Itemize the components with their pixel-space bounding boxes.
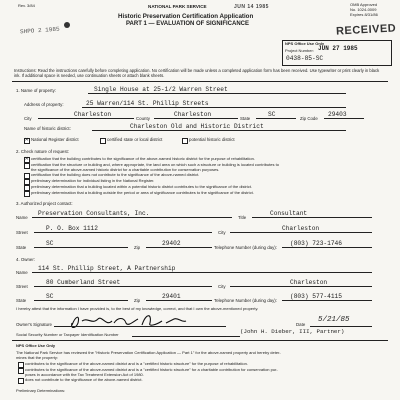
project-date-handwritten: JUN 27 1985	[318, 45, 358, 52]
county-label: County	[136, 116, 150, 121]
owner-phone-line	[282, 300, 372, 301]
owner-date: 5/21/85	[318, 316, 350, 324]
request-item-1: certification that the building contributes to the significance of the above-named historic district for the purpose of rehabilitation.	[31, 156, 255, 161]
property-address: 25 Warren/114 St. Phillip Streets	[86, 100, 209, 107]
property-state: SC	[268, 111, 276, 118]
owner-city: Charleston	[290, 279, 328, 286]
owner-street-label: Street	[16, 284, 28, 289]
owner-zip-line	[146, 300, 212, 301]
nps-review-statement: The National Park Service has reviewed the "Historic Preservation Certification Application — Part 1" for the above-named property and hereby deter-	[16, 350, 281, 355]
request-potential-checkbox[interactable]	[24, 185, 30, 191]
contact-phone-label: Telephone Number (during day):	[214, 245, 277, 250]
nps-option-2-cont: poses in accordance with the Tax Treatment Extension Act of 1980.	[25, 372, 144, 377]
contact-city-line	[230, 232, 372, 233]
contact-zip-label: Zip	[134, 245, 141, 250]
property-name: Single House at 25-1/2 Warren Street	[94, 86, 228, 93]
ssn-line	[132, 336, 240, 337]
zip-label: Zip Code	[300, 116, 318, 121]
request-charitable-checkbox[interactable]	[24, 163, 30, 169]
request-item-2: certification that the structure or building and, where appropriate, the land area on which such a structure or building is located contributes to	[31, 162, 279, 167]
contact-street-line	[34, 232, 212, 233]
punch-mark	[64, 22, 70, 28]
nps-contributes-checkbox[interactable]	[18, 362, 24, 368]
request-item-4: preliminary determination for individual listing in the National Register.	[31, 178, 155, 183]
contact-name: Preservation Consultants, Inc.	[38, 210, 150, 217]
divider	[12, 340, 388, 341]
owner-signature	[66, 311, 216, 331]
preliminary-determinations: Preliminary Determinations:	[16, 388, 66, 393]
owner-state-label: State	[16, 298, 27, 303]
historic-district: Charleston Old and Historic District	[130, 123, 264, 130]
state-line	[256, 118, 296, 119]
owner-date-line	[310, 326, 372, 327]
county-line	[154, 118, 238, 119]
omb-line-1: OMB Approved	[350, 2, 378, 7]
district-line	[92, 130, 346, 131]
district-label: Name of historic district:	[24, 126, 71, 131]
certified-district-label: certified state or local district	[107, 137, 163, 142]
owner-zip-label: Zip	[134, 298, 141, 303]
form-subtitle: PART 1 — EVALUATION OF SIGNIFICANCE	[126, 21, 250, 27]
property-name-line	[88, 93, 346, 94]
request-item-3: certification that the building does not contribute to the significance of the above-named district.	[31, 172, 200, 177]
nps-not-contribute-checkbox[interactable]	[18, 378, 24, 384]
request-individual-checkbox[interactable]	[24, 179, 30, 185]
agency-name: NATIONAL PARK SERVICE	[148, 4, 207, 9]
owner-state: SC	[46, 293, 54, 300]
nps-review-statement-cont: mines that the property:	[16, 355, 59, 360]
city-label: City	[24, 116, 32, 121]
request-contributes-checkbox[interactable]	[24, 157, 30, 163]
request-not-contribute-checkbox[interactable]	[24, 173, 30, 179]
contact-state: SC	[46, 240, 54, 247]
request-item-5: preliminary determination that a building located within a potential historic district contributes to the significance of the district.	[31, 184, 253, 189]
certified-district-checkbox[interactable]	[100, 138, 106, 144]
signature-line	[54, 326, 226, 327]
nps-option-2: contributes to the significance of the above-named district and is a "certified historic structure" for a charitable contribution for conservation pur-	[25, 367, 278, 372]
section-2-label: 2. Check nature of request:	[16, 149, 69, 154]
property-county: Charleston	[174, 111, 212, 118]
shpo-stamp: SHPO 2 1985	[19, 25, 60, 36]
contact-title-label: Title	[238, 215, 247, 220]
project-number-label: Project Number:	[285, 48, 314, 53]
request-outside-checkbox[interactable]	[24, 191, 30, 197]
omb-line-2: No. 1024-0009	[350, 7, 377, 12]
request-item-6: preliminary determination that a building outside the period or area of significance contributes to the significance of the district.	[31, 190, 254, 195]
contact-phone: (803) 723-1746	[290, 240, 342, 247]
owner-signature-label: Owner's Signature	[16, 322, 52, 327]
contact-title: Consultant	[270, 210, 308, 217]
zip-line	[324, 118, 364, 119]
property-city: Charleston	[74, 111, 112, 118]
form-revision: Rev. 3/84	[18, 3, 35, 8]
address-line	[82, 107, 346, 108]
date-stamp: JUN 14 1985	[234, 4, 269, 10]
owner-street-line	[34, 286, 212, 287]
section-4-label: 4. Owner:	[16, 257, 36, 262]
owner-printed-name: (John H. Dieber, III, Partner)	[240, 328, 345, 335]
contact-state-line	[34, 247, 128, 248]
nps-option-1: contributes to the significance of the above-named district and is a "certified historic structure" for the purpose of rehabilitation.	[25, 361, 248, 366]
owner-city-label: City	[218, 284, 226, 289]
owner-attestation: I hereby attest that the information I have provided is, to the best of my knowledge, correct, and that I own the above-mentioned property.	[16, 306, 259, 311]
potential-district-label: potential historic district	[189, 137, 235, 142]
owner-date-label: Date	[296, 322, 306, 327]
owner-city-line	[230, 286, 372, 287]
received-stamp: RECEIVED	[335, 22, 397, 38]
national-register-label: National Register district	[31, 137, 79, 142]
contact-zip: 29402	[162, 240, 181, 247]
project-number: 0438-85-SC	[286, 55, 324, 62]
section-1-label: 1. Name of property:	[16, 88, 57, 93]
national-register-checkbox[interactable]	[24, 138, 30, 144]
contact-city-label: City	[218, 230, 226, 235]
owner-state-line	[34, 300, 128, 301]
contact-city: Charleston	[282, 225, 320, 232]
contact-zip-line	[146, 247, 212, 248]
contact-street: P. O. Box 1112	[46, 225, 98, 232]
owner-street: 80 Cumberland Street	[46, 279, 121, 286]
ssn-label: Social Security Number or Taxpayer Identification Number	[16, 332, 119, 337]
request-item-2-cont: the significance of the above-named historic district for a charitable contribution for conservation purposes.	[31, 167, 220, 172]
nps-office-use-label: NPS Office Use Only	[285, 41, 325, 46]
contact-street-label: Street	[16, 230, 28, 235]
city-line	[38, 118, 134, 119]
contact-title-line	[252, 217, 372, 218]
nps-option-3: does not contribute to the significance of the above-named district.	[25, 377, 143, 382]
state-label: State	[240, 116, 251, 121]
divider	[12, 81, 388, 82]
owner-phone: (803) 577-4115	[290, 293, 342, 300]
owner-zip: 29401	[162, 293, 181, 300]
owner-name: 114 St. Phillip Street, A Partnership	[38, 265, 176, 272]
contact-phone-line	[282, 247, 372, 248]
contact-state-label: State	[16, 245, 27, 250]
nps-office-use-heading: NPS Office Use Only	[16, 343, 56, 348]
contact-name-label: Name	[16, 215, 28, 220]
owner-name-label: Name	[16, 270, 28, 275]
omb-line-3: Expires 8/31/86	[350, 12, 378, 17]
form-title: Historic Preservation Certification Application	[118, 13, 254, 20]
section-3-label: 3. Authorized project contact:	[16, 201, 73, 206]
potential-district-checkbox[interactable]	[182, 138, 188, 144]
address-label: Address of property:	[24, 102, 64, 107]
nps-charitable-checkbox[interactable]	[18, 368, 24, 374]
owner-phone-label: Telephone Number (during day):	[214, 298, 277, 303]
instructions-text: Instructions: Read the instructions carefully before completing application. No certification will be made unless a completed application form has been received. Use typewriter or print clearly in black ink. If additional space is needed, use continuation sheets or attach blank sheets.	[14, 68, 380, 78]
property-zip: 29403	[328, 111, 347, 118]
contact-name-line	[32, 217, 232, 218]
owner-name-line	[32, 272, 372, 273]
